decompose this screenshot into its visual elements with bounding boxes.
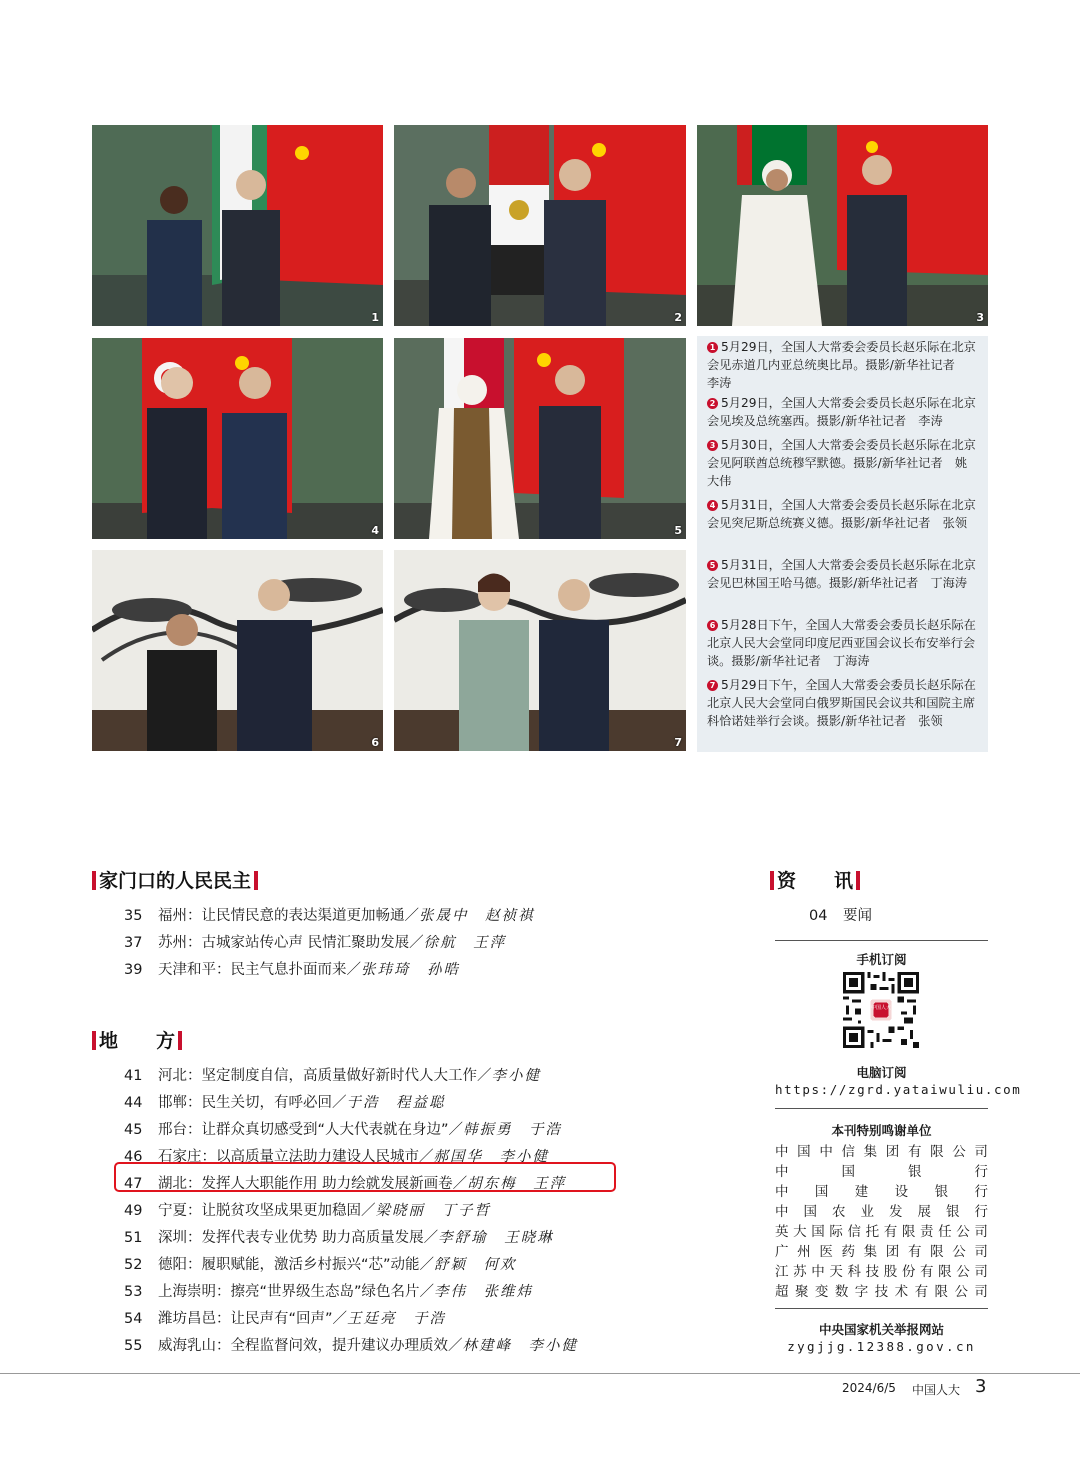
section-title-people-democracy: 家门口的人民民主 — [92, 866, 258, 893]
photo-1 — [92, 125, 383, 326]
photo-number: 5 — [674, 524, 682, 537]
accent-bar — [92, 1031, 96, 1050]
caption-5: 5 5月31日，全国人大常委会委员长赵乐际在北京会见巴林国王哈马德。摄影/新华社记者 丁海涛 — [707, 558, 976, 590]
pc-subscribe-label: 电脑订阅 — [856, 1065, 907, 1080]
toc-entry[interactable]: 46 石家庄：以高质量立法助力建设人民城市／郝国华 李小健 — [124, 1149, 549, 1165]
photo-number: 3 — [976, 311, 984, 324]
qr-code[interactable] — [843, 972, 919, 1048]
divider — [775, 1308, 988, 1309]
sponsor-item: 中 国 中 信 集 团 有 限 公 司 — [775, 1144, 988, 1160]
sponsor-item: 英 大 国 际 信 托 有 限 责 任 公 司 — [775, 1224, 988, 1240]
caption-4: 4 5月31日，全国人大常委会委员长赵乐际在北京会见突尼斯总统赛义德。摄影/新华社记者 张领 — [707, 498, 976, 530]
caption-number-icon: 2 — [707, 398, 718, 409]
report-site-link[interactable]: zygjjg.12388.gov.cn — [787, 1339, 976, 1354]
accent-bar — [856, 871, 860, 890]
photo-5 — [394, 338, 686, 539]
caption-number-icon: 4 — [707, 500, 718, 511]
toc-entry[interactable]: 39 天津和平：民主气息扑面而来／张玮琦 孙晧 — [124, 962, 460, 978]
caption-7: 7 5月29日下午，全国人大常委会委员长赵乐际在北京人民大会堂同白俄罗斯国民会议共和国院主席科恰诺娃举行会谈。摄影/新华社记者 张领 — [707, 678, 976, 728]
toc-entry[interactable]: 37 苏州：古城家站传心声 民情汇聚助发展／徐航 王萍 — [124, 935, 507, 951]
toc-entry-news[interactable]: 04 要闻 — [809, 908, 872, 924]
toc-entry[interactable]: 53 上海崇明：擦亮“世界级生态岛”绿色名片／李伟 张维炜 — [124, 1284, 534, 1300]
footer-rule — [0, 1373, 1080, 1374]
photo-number: 2 — [674, 311, 682, 324]
toc-entry[interactable]: 55 威海乳山：全程监督问效，提升建议办理质效／林建峰 李小健 — [124, 1338, 578, 1354]
section-title-local: 地 方 — [92, 1026, 182, 1053]
caption-number-icon: 6 — [707, 620, 718, 631]
report-site-title: 中央国家机关举报网站 — [818, 1322, 944, 1337]
caption-number-icon: 1 — [707, 342, 718, 353]
magazine-name: 中国人大 — [912, 1383, 961, 1397]
accent-bar — [770, 871, 774, 890]
toc-entry[interactable]: 35 福州：让民情民意的表达渠道更加畅通／张晟中 赵祯祺 — [124, 908, 535, 924]
toc-entry[interactable]: 45 邢台：让群众真切感受到“人大代表就在身边”／韩振勇 于浩 — [124, 1122, 563, 1138]
accent-bar — [178, 1031, 182, 1050]
caption-2: 2 5月29日，全国人大常委会委员长赵乐际在北京会见埃及总统塞西。摄影/新华社记者 李涛 — [707, 396, 976, 428]
issue-date: 2024/6/5 — [842, 1381, 896, 1395]
photo-number: 1 — [371, 311, 379, 324]
caption-number-icon: 5 — [707, 560, 718, 571]
accent-bar — [92, 871, 96, 890]
photo-6 — [92, 550, 383, 751]
toc-entry-highlighted[interactable]: 47 湖北：发挥人大职能作用 助力绘就发展新画卷／胡东梅 王萍 — [124, 1176, 567, 1192]
photo-3 — [697, 125, 988, 326]
toc-entry[interactable]: 54 潍坊昌邑：让民声有“回声”／王廷亮 于浩 — [124, 1311, 447, 1327]
caption-number-icon: 3 — [707, 440, 718, 451]
sponsor-item: 超 聚 变 数 字 技 术 有 限 公 司 — [775, 1284, 988, 1300]
toc-entry[interactable]: 44 邯郸：民生关切，有呼必回／于浩 程益聪 — [124, 1095, 446, 1111]
caption-3: 3 5月30日，全国人大常委会委员长赵乐际在北京会见阿联酋总统穆罕默德。摄影/新华社记者 姚大伟 — [707, 438, 976, 488]
toc-entry[interactable]: 52 德阳：履职赋能，激活乡村振兴“芯”动能／舒颖 何欢 — [124, 1257, 517, 1273]
sponsor-item: 江 苏 中 天 科 技 股 份 有 限 公 司 — [775, 1264, 988, 1280]
caption-1: 1 5月29日，全国人大常委会委员长赵乐际在北京会见赤道几内亚总统奥比昂。摄影/新华社记者 李涛 — [707, 340, 976, 390]
sponsor-item: 中 国 建 设 银 行 — [775, 1184, 988, 1200]
photo-number: 6 — [371, 736, 379, 749]
subscribe-url-link[interactable]: https://zgrd.yataiwuliu.com — [775, 1082, 1022, 1097]
mobile-subscribe-label: 手机订阅 — [856, 952, 907, 967]
page-number: 3 — [975, 1376, 987, 1397]
photo-7 — [394, 550, 686, 751]
caption-6: 6 5月28日下午，全国人大常委会委员长赵乐际在北京人民大会堂同印度尼西亚国会议长布安举行会谈。摄影/新华社记者 丁海涛 — [707, 618, 976, 668]
sponsor-item: 广 州 医 药 集 团 有 限 公 司 — [775, 1244, 988, 1260]
divider — [775, 940, 988, 941]
sponsor-item: 中 国 农 业 发 展 银 行 — [775, 1204, 988, 1220]
highlight-box — [114, 1162, 616, 1192]
photo-2 — [394, 125, 686, 326]
section-title-news: 资 讯 — [770, 866, 860, 893]
divider — [775, 1108, 988, 1109]
photo-4 — [92, 338, 383, 539]
accent-bar — [254, 871, 258, 890]
photo-number: 4 — [371, 524, 379, 537]
caption-number-icon: 7 — [707, 680, 718, 691]
qr-logo-label: 中国人大 — [870, 1005, 891, 1011]
toc-entry[interactable]: 41 河北：坚定制度自信，高质量做好新时代人大工作／李小健 — [124, 1068, 541, 1084]
photo-caption-box — [697, 336, 988, 752]
toc-entry[interactable]: 51 深圳：发挥代表专业优势 助力高质量发展／李舒瑜 王晓琳 — [124, 1230, 554, 1246]
toc-entry[interactable]: 49 宁夏：让脱贫攻坚成果更加稳固／梁晓丽 丁子哲 — [124, 1203, 491, 1219]
sponsor-thanks-title: 本刊特别鸣谢单位 — [831, 1123, 932, 1138]
photo-number: 7 — [674, 736, 682, 749]
sponsor-item: 中 国 银 行 — [775, 1164, 988, 1180]
